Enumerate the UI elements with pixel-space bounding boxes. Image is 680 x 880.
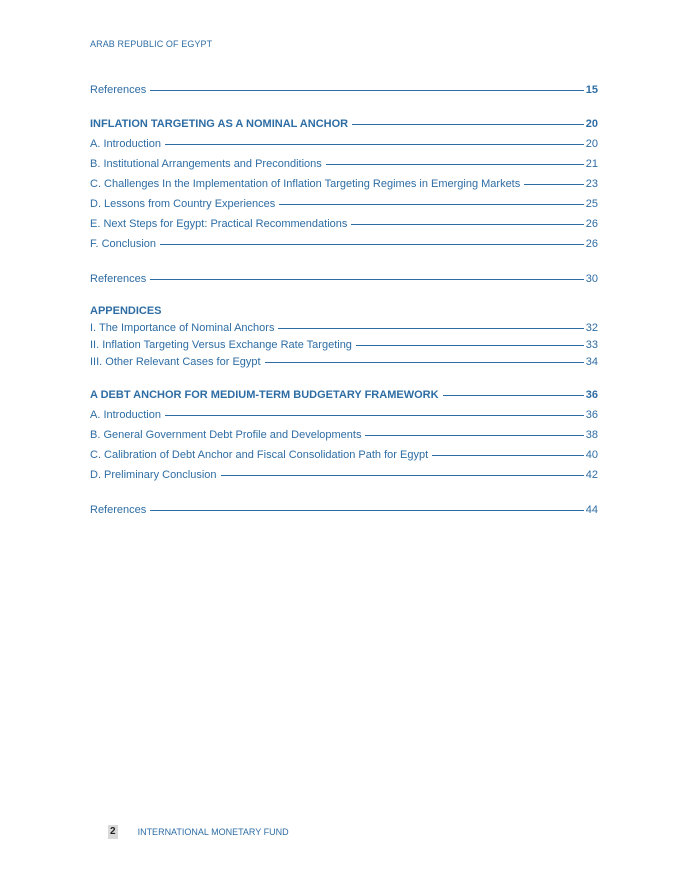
appendices-heading: APPENDICES xyxy=(90,305,162,317)
running-header: ARAB REPUBLIC OF EGYPT xyxy=(90,39,213,49)
toc-entry-title: D. Lessons from Country Experiences xyxy=(90,198,276,210)
toc-entry-page: 26 xyxy=(585,218,598,230)
toc-entry-page: 36 xyxy=(585,409,598,421)
table-of-contents xyxy=(90,80,598,520)
toc-entry-title: B. General Government Debt Profile and Developments xyxy=(90,429,362,441)
toc-entry-title: References xyxy=(90,273,147,285)
toc-leader xyxy=(443,395,584,396)
toc-entry-title: References xyxy=(90,504,147,516)
toc-entry-page: 15 xyxy=(585,84,598,96)
toc-entry[interactable] xyxy=(90,194,598,214)
toc-entry-title: D. Preliminary Conclusion xyxy=(90,469,217,481)
toc-entry-title: INFLATION TARGETING AS A NOMINAL ANCHOR xyxy=(90,118,349,130)
toc-leader xyxy=(279,204,584,205)
toc-chapter-entry[interactable] xyxy=(90,385,598,405)
toc-entry-title: C. Calibration of Debt Anchor and Fiscal Consolidation Path for Egypt xyxy=(90,449,429,461)
toc-entry-page: 20 xyxy=(585,138,598,150)
toc-leader xyxy=(150,279,583,280)
toc-entry-page: 40 xyxy=(585,449,598,461)
toc-leader xyxy=(278,328,583,329)
toc-entry[interactable] xyxy=(90,269,598,289)
toc-entry[interactable] xyxy=(90,214,598,234)
toc-entry-title: References xyxy=(90,84,147,96)
toc-section-debt-anchor xyxy=(90,385,598,485)
toc-entry[interactable] xyxy=(90,425,598,445)
toc-entry[interactable] xyxy=(90,234,598,254)
toc-entry-page: 25 xyxy=(585,198,598,210)
toc-leader xyxy=(352,124,584,125)
toc-entry-page: 38 xyxy=(585,429,598,441)
toc-entry-page: 34 xyxy=(585,356,598,368)
toc-entry[interactable] xyxy=(90,445,598,465)
toc-entry-title: A. Introduction xyxy=(90,138,161,150)
toc-leader xyxy=(356,345,584,346)
footer-organization: INTERNATIONAL MONETARY FUND xyxy=(137,827,289,837)
toc-entry[interactable] xyxy=(90,174,598,194)
toc-leader xyxy=(221,475,584,476)
toc-section-references-1 xyxy=(90,80,598,100)
toc-entry-page: 30 xyxy=(585,273,598,285)
page-footer xyxy=(108,825,289,839)
toc-entry-page: 32 xyxy=(585,322,598,334)
toc-entry-title: I. The Importance of Nominal Anchors xyxy=(90,322,275,334)
toc-entry[interactable] xyxy=(90,320,598,337)
toc-leader xyxy=(265,362,584,363)
toc-entry-page: 23 xyxy=(585,178,598,190)
toc-entry[interactable] xyxy=(90,80,598,100)
toc-leader xyxy=(524,184,584,185)
toc-leader xyxy=(150,510,583,511)
toc-chapter-entry[interactable] xyxy=(90,114,598,134)
toc-leader xyxy=(326,164,584,165)
toc-entry[interactable] xyxy=(90,354,598,371)
toc-entry-page: 36 xyxy=(585,389,598,401)
toc-entry[interactable] xyxy=(90,405,598,425)
toc-leader xyxy=(160,244,584,245)
toc-entry[interactable] xyxy=(90,134,598,154)
toc-entry-title: C. Challenges In the Implementation of Inflation Targeting Regimes in Emerging Markets xyxy=(90,178,521,190)
toc-entry[interactable] xyxy=(90,465,598,485)
toc-entry-page: 26 xyxy=(585,238,598,250)
toc-entry-title: II. Inflation Targeting Versus Exchange Rate Targeting xyxy=(90,339,352,351)
toc-entry-page: 20 xyxy=(585,118,598,130)
toc-leader xyxy=(365,435,583,436)
toc-entry-page: 33 xyxy=(585,339,598,351)
toc-leader xyxy=(165,415,584,416)
toc-leader xyxy=(351,224,583,225)
toc-leader xyxy=(150,90,583,91)
toc-section-references-2 xyxy=(90,269,598,289)
toc-entry-title: A. Introduction xyxy=(90,409,161,421)
toc-entry[interactable] xyxy=(90,154,598,174)
toc-entry-title: E. Next Steps for Egypt: Practical Recommendations xyxy=(90,218,348,230)
toc-entry-title: F. Conclusion xyxy=(90,238,157,250)
toc-entry[interactable] xyxy=(90,500,598,520)
toc-entry-title: A DEBT ANCHOR FOR MEDIUM-TERM BUDGETARY FRAMEWORK xyxy=(90,389,439,401)
toc-leader xyxy=(165,144,584,145)
toc-entry-page: 44 xyxy=(585,504,598,516)
toc-section-appendices xyxy=(90,303,598,371)
page-number: 2 xyxy=(110,826,116,837)
toc-entry-title: III. Other Relevant Cases for Egypt xyxy=(90,356,261,368)
toc-entry-page: 42 xyxy=(585,469,598,481)
toc-leader xyxy=(432,455,584,456)
toc-entry-page: 21 xyxy=(585,158,598,170)
toc-entry[interactable] xyxy=(90,337,598,354)
toc-section-inflation-targeting xyxy=(90,114,598,254)
toc-section-references-3 xyxy=(90,500,598,520)
toc-entry-title: B. Institutional Arrangements and Preconditions xyxy=(90,158,322,170)
